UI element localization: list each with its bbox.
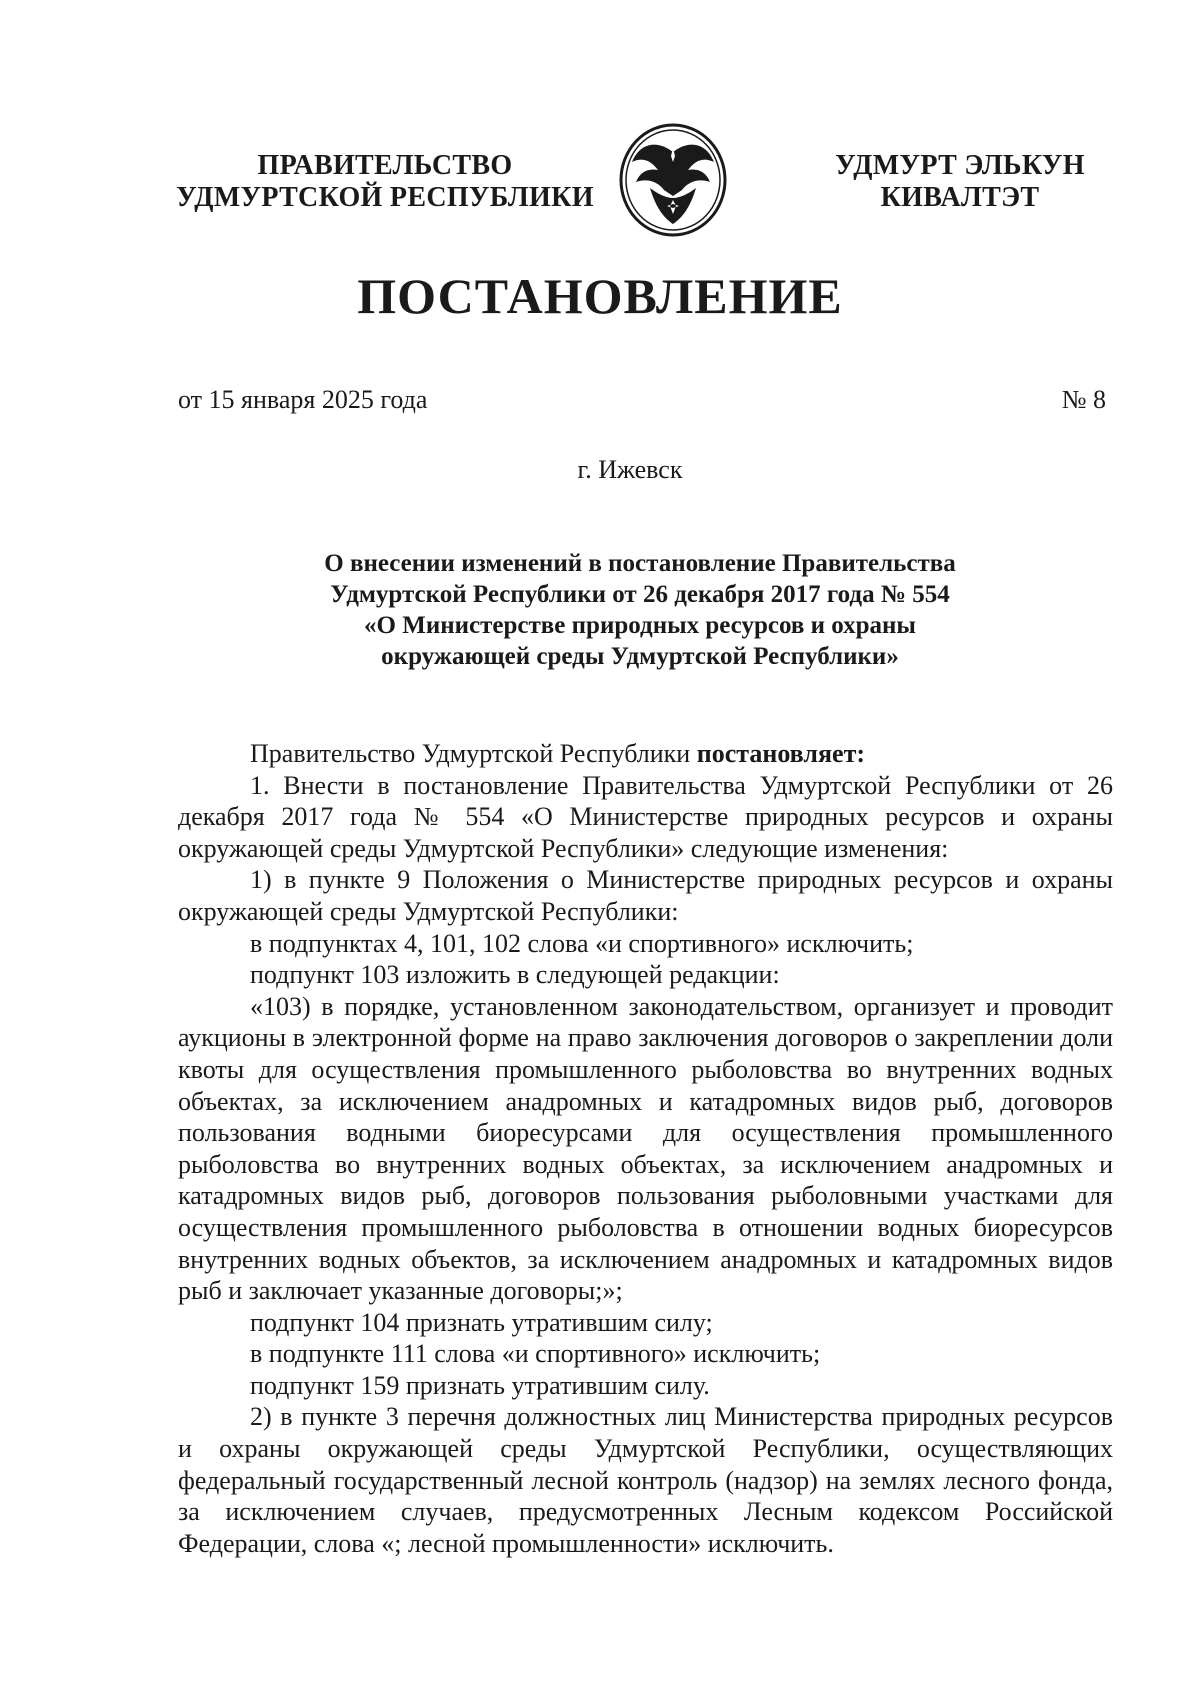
body-paragraph: «103) в порядке, установленном законодательством, организует и проводит аукционы в электронной форме на право заключения договоров о закреплении доли квоты для осуществления промышленного рыболовства во внутренних водных объектах, за исключением анадромных и катадромных видов рыб, договоров пользования водными биоресурсами для осуществления промышленного рыболовства во внутренних водных объектах, за исключением анадромных и катадромных видов рыб, договоров пользования рыболовными участками для осуществления промышленного рыболовства в отношении водных биоресурсов внутренних водных объектов, за исключением анадромных и катадромных видов рыб и заключает указанные договоры;»; — [178, 991, 1113, 1306]
document-title-line: О внесении изменений в постановление Правительства — [324, 550, 956, 577]
government-name-udmurt — [810, 150, 1110, 214]
preamble-text: Правительство Удмуртской Республики — [250, 739, 697, 768]
body-paragraph: подпункт 104 признать утратившим силу; — [250, 1307, 713, 1337]
body-paragraph: 2) в пункте 3 перечня должностных лиц Министерства природных ресурсов и охраны окружающей среды Удмуртской Республики, осуществляющих федеральный государственный лесной контроль (надзор) на землях лесного фонда, за исключением случаев, предусмотренных Лесным кодексом Российской Федерации, слова «; лесной промышленности» исключить. — [178, 1402, 1113, 1558]
document-title-line: окружающей среды Удмуртской Республики» — [381, 643, 899, 670]
body-paragraph: в подпункте 111 слова «и спортивного» исключить; — [250, 1339, 821, 1369]
body-paragraph: подпункт 159 признать утратившим силу. — [250, 1370, 710, 1400]
preamble — [178, 738, 1113, 770]
document-city: г. Ижевск — [577, 455, 683, 484]
document-title-line: Удмуртской Республики от 26 декабря 2017 года № 554 — [330, 581, 950, 608]
coat-of-arms-icon — [618, 122, 728, 238]
document-body — [178, 738, 1113, 1559]
preamble-decision: постановляет: — [696, 739, 865, 768]
body-paragraph: 1. Внести в постановление Правительства Удмуртской Республики от 26 декабря 2017 года № 554 «О Министерстве природных ресурсов и охраны окружающей среды Удмуртской Республики» следующие изменения: — [178, 770, 1113, 863]
government-name-line-2: УДМУРТСКОЙ РЕСПУБЛИКИ — [176, 182, 594, 213]
body-paragraph: в подпунктах 4, 101, 102 слова «и спортивного» исключить; — [250, 928, 914, 958]
document-type: ПОСТАНОВЛЕНИЕ — [357, 268, 843, 324]
document-title — [250, 548, 1030, 672]
document-number: № 8 — [1061, 385, 1106, 414]
document-date: от 15 января 2025 года — [178, 385, 428, 414]
government-name-udmurt-line-2: КИВАЛТЭТ — [880, 182, 1040, 213]
body-paragraph: 1) в пункте 9 Положения о Министерстве природных ресурсов и охраны окружающей среды Удмуртской Республики: — [178, 865, 1113, 926]
government-name-line-1: ПРАВИТЕЛЬСТВО — [257, 150, 513, 181]
body-paragraph: подпункт 103 изложить в следующей редакции: — [250, 960, 780, 990]
government-name-russian — [170, 150, 600, 214]
document-title-line: «О Министерстве природных ресурсов и охраны — [364, 612, 916, 639]
government-name-udmurt-line-1: УДМУРТ ЭЛЬКУН — [835, 150, 1085, 181]
